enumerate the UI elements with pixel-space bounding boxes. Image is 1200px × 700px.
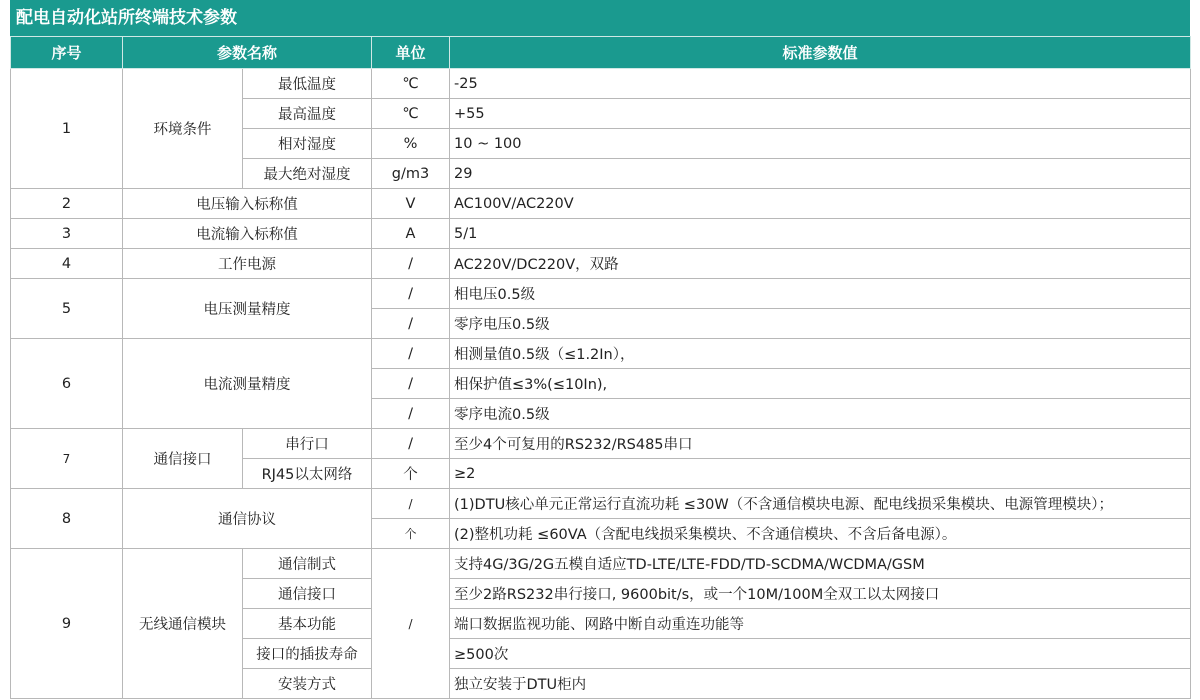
sub-param-cell: 通信接口 [243, 579, 372, 609]
unit-cell: g/m3 [372, 159, 450, 189]
table-row [11, 249, 1191, 279]
value-cell: +55 [450, 99, 1191, 129]
group-cell: 电压输入标称值 [123, 189, 372, 219]
value-cell: 端口数据监视功能、网路中断自动重连功能等 [450, 609, 1191, 639]
unit-cell: / [372, 489, 450, 519]
sub-param-cell: 串行口 [243, 429, 372, 459]
value-cell: 零序电流0.5级 [450, 399, 1191, 429]
sub-param-cell: 最大绝对湿度 [243, 159, 372, 189]
unit-cell: / [372, 339, 450, 369]
value-cell: 相测量值0.5级（≤1.2In）， [450, 339, 1191, 369]
group-cell: 通信接口 [123, 429, 243, 489]
group-cell: 电流输入标称值 [123, 219, 372, 249]
table-row [11, 69, 1191, 99]
unit-cell: / [372, 279, 450, 309]
unit-cell: A [372, 219, 450, 249]
value-cell: 10 ~ 100 [450, 129, 1191, 159]
seq-cell: 1 [11, 69, 123, 189]
unit-cell: V [372, 189, 450, 219]
table-row [11, 219, 1191, 249]
sub-param-cell: RJ45以太网络 [243, 459, 372, 489]
sub-param-cell: 相对湿度 [243, 129, 372, 159]
table-header-row [11, 37, 1191, 69]
table-row [11, 489, 1191, 519]
spec-table [10, 36, 1191, 699]
seq-cell: 5 [11, 279, 123, 339]
table-row [11, 279, 1191, 309]
seq-cell: 6 [11, 339, 123, 429]
sub-param-cell: 最低温度 [243, 69, 372, 99]
value-cell: 至少2路RS232串行接口, 9600bit/s，或一个10M/100M全双工以太网接口 [450, 579, 1191, 609]
seq-cell: 7 [11, 429, 123, 489]
header-value: 标准参数值 [450, 37, 1191, 69]
table-row [11, 189, 1191, 219]
value-cell: ≥2 [450, 459, 1191, 489]
unit-cell: ℃ [372, 99, 450, 129]
group-cell: 无线通信模块 [123, 549, 243, 699]
group-cell: 电压测量精度 [123, 279, 372, 339]
unit-cell: / [372, 309, 450, 339]
table-row [11, 549, 1191, 579]
group-cell: 环境条件 [123, 69, 243, 189]
unit-cell: ℃ [372, 69, 450, 99]
sub-param-cell: 安装方式 [243, 669, 372, 699]
value-cell: 独立安装于DTU柜内 [450, 669, 1191, 699]
value-cell: 零序电压0.5级 [450, 309, 1191, 339]
seq-cell: 4 [11, 249, 123, 279]
unit-cell: / [372, 249, 450, 279]
unit-cell: 个 [372, 459, 450, 489]
unit-cell: / [372, 429, 450, 459]
seq-cell: 8 [11, 489, 123, 549]
unit-cell: % [372, 129, 450, 159]
value-cell: (2)整机功耗 ≤60VA（含配电线损采集模块、不含通信模块、不含后备电源）。 [450, 519, 1191, 549]
sub-param-cell: 接口的插拔寿命 [243, 639, 372, 669]
value-cell: 5/1 [450, 219, 1191, 249]
seq-cell: 2 [11, 189, 123, 219]
value-cell: 相电压0.5级 [450, 279, 1191, 309]
unit-cell: / [372, 369, 450, 399]
value-cell: 支持4G/3G/2G五模自适应TD-LTE/LTE-FDD/TD-SCDMA/WCDMA/GSM [450, 549, 1191, 579]
header-seq: 序号 [11, 37, 123, 69]
header-param: 参数名称 [123, 37, 372, 69]
unit-cell: / [372, 549, 450, 699]
sub-param-cell: 基本功能 [243, 609, 372, 639]
value-cell: 相保护值≤3%(≤10In), [450, 369, 1191, 399]
unit-cell: 个 [372, 519, 450, 549]
sub-param-cell: 通信制式 [243, 549, 372, 579]
sub-param-cell: 最高温度 [243, 99, 372, 129]
unit-cell: / [372, 399, 450, 429]
sheet-title: 配电自动化站所终端技术参数 [10, 0, 1190, 36]
value-cell: 至少4个可复用的RS232/RS485串口 [450, 429, 1191, 459]
table-row [11, 429, 1191, 459]
group-cell: 工作电源 [123, 249, 372, 279]
value-cell: (1)DTU核心单元正常运行直流功耗 ≤30W（不含通信模块电源、配电线损采集模块、电源管理模块）； [450, 489, 1191, 519]
value-cell: AC220V/DC220V，双路 [450, 249, 1191, 279]
value-cell: 29 [450, 159, 1191, 189]
table-row [11, 339, 1191, 369]
value-cell: AC100V/AC220V [450, 189, 1191, 219]
seq-cell: 9 [11, 549, 123, 699]
seq-cell: 3 [11, 219, 123, 249]
value-cell: -25 [450, 69, 1191, 99]
header-unit: 单位 [372, 37, 450, 69]
group-cell: 电流测量精度 [123, 339, 372, 429]
value-cell: ≥500次 [450, 639, 1191, 669]
group-cell: 通信协议 [123, 489, 372, 549]
spec-sheet [10, 0, 1190, 699]
